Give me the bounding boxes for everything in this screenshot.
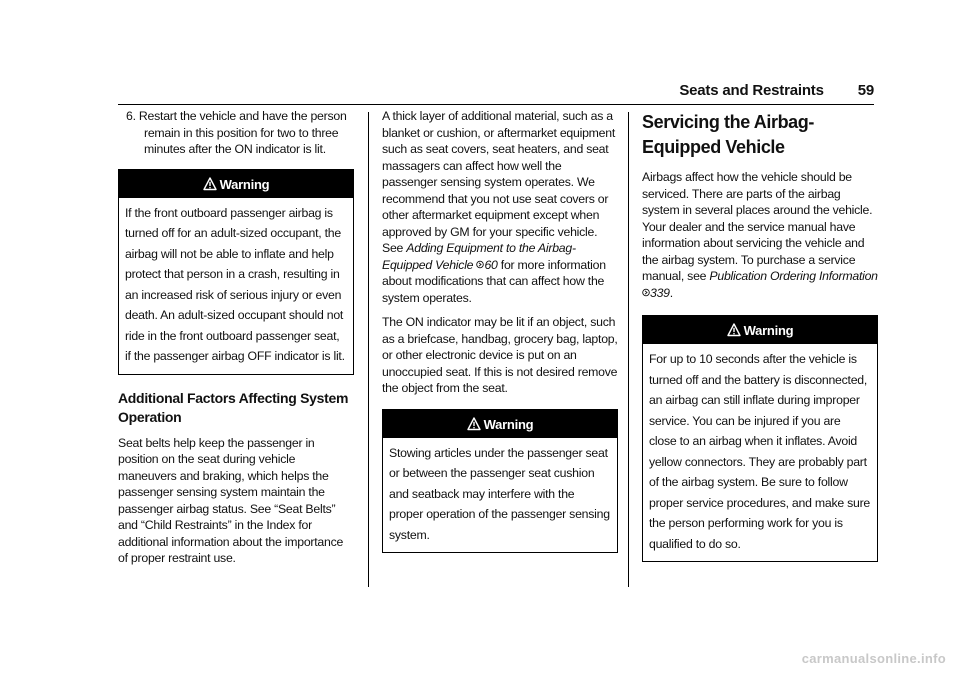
page-reference[interactable]: 339 xyxy=(650,285,670,300)
warning-header xyxy=(643,316,877,344)
warning-text: If the front outboard passenger airbag is turned off for an adult-sized occupant, the airbag will not be able to inflate and help protect that person in a crash, resulting in an increased risk of serious injury or even death. An adult-sized occupant should not ride in the front outboard passenger seat, if the passenger airbag OFF indicator is lit. xyxy=(125,205,345,363)
column-2 xyxy=(382,108,618,565)
warning-label: Warning xyxy=(743,323,794,338)
column-divider-1 xyxy=(368,112,369,587)
body-paragraph: A thick layer of additional material, such as a blanket or cushion, or aftermarket equipment such as seat covers, seat heaters, and seat massagers can affect how well the passenger sensing system operates. We recommend that you not use seat covers or other aftermarket equipment except when approved by GM for your specific vehicle. See Adding Equipment to the Airbag-Equipped Vehicle 60 for more information about modifications that can affect how the system operates. xyxy=(382,109,616,305)
column-3 xyxy=(642,110,878,574)
column-divider-2 xyxy=(628,112,629,587)
page-reference[interactable]: 60 xyxy=(484,257,498,272)
watermark: carmanualsonline.info xyxy=(801,651,946,666)
warning-icon xyxy=(203,177,217,191)
body-paragraph: The ON indicator may be lit if an object, such as a briefcase, handbag, grocery bag, laptop, or other electronic device is put on an unoccupied seat. If this is not desired remove the object from the seat. xyxy=(382,315,618,395)
warning-icon xyxy=(467,417,481,431)
warning-icon xyxy=(727,323,741,337)
body-paragraph: Seat belts help keep the passenger in position on the seat during vehicle maneuvers and braking, which helps the passenger sensing system maintain the passenger airbag status. See “Seat Belts” and “Child Restraints” in the Index for additional information about the importance of proper restraint use. xyxy=(118,435,344,565)
warning-text: For up to 10 seconds after the vehicle is turned off and the battery is disconnected, an airbag can still inflate during improper service. You can be injured if you are close to an airbag when it inflates. Avoid yellow connectors. They are probably part of the airbag system. Be sure to follow proper service procedures, and make sure the person performing work for you is qualified to do so. xyxy=(649,352,871,551)
body-paragraph: Airbags affect how the vehicle should be serviced. There are parts of the airbag system in several places around the vehicle. Your dealer and the service manual have information about servicing the vehicle and the airbag system. To purchase a service manual, see Publication Ordering Information 339. xyxy=(642,170,878,300)
page-ref-arrow-icon xyxy=(642,288,650,297)
cross-reference-link[interactable]: Adding Equipment to the Airbag-Equipped Vehicle xyxy=(382,241,576,272)
section-title: Seats and Restraints xyxy=(679,82,824,99)
warning-label: Warning xyxy=(219,176,270,192)
warning-header xyxy=(383,410,617,438)
header-rule xyxy=(118,104,874,105)
warning-box xyxy=(382,409,618,554)
step-6: 6. Restart the vehicle and have the person remain in this position for two to three minutes after the ON indicator is lit. xyxy=(126,109,347,156)
page-number: 59 xyxy=(857,82,874,99)
warning-text: Stowing articles under the passenger seat or between the passenger seat cushion and seatback may interfere with the proper operation of the passenger sensing system. xyxy=(389,445,610,542)
column-1 xyxy=(118,108,354,575)
section-heading: Servicing the Airbag-Equipped Vehicle xyxy=(642,112,814,157)
cross-reference-link[interactable]: Publication Ordering Information xyxy=(709,269,878,283)
warning-label: Warning xyxy=(483,416,534,432)
page-header xyxy=(679,82,874,99)
warning-header xyxy=(119,170,353,198)
section-heading: Additional Factors Affecting System Operation xyxy=(118,389,349,425)
warning-box xyxy=(118,169,354,375)
warning-box xyxy=(642,315,878,562)
